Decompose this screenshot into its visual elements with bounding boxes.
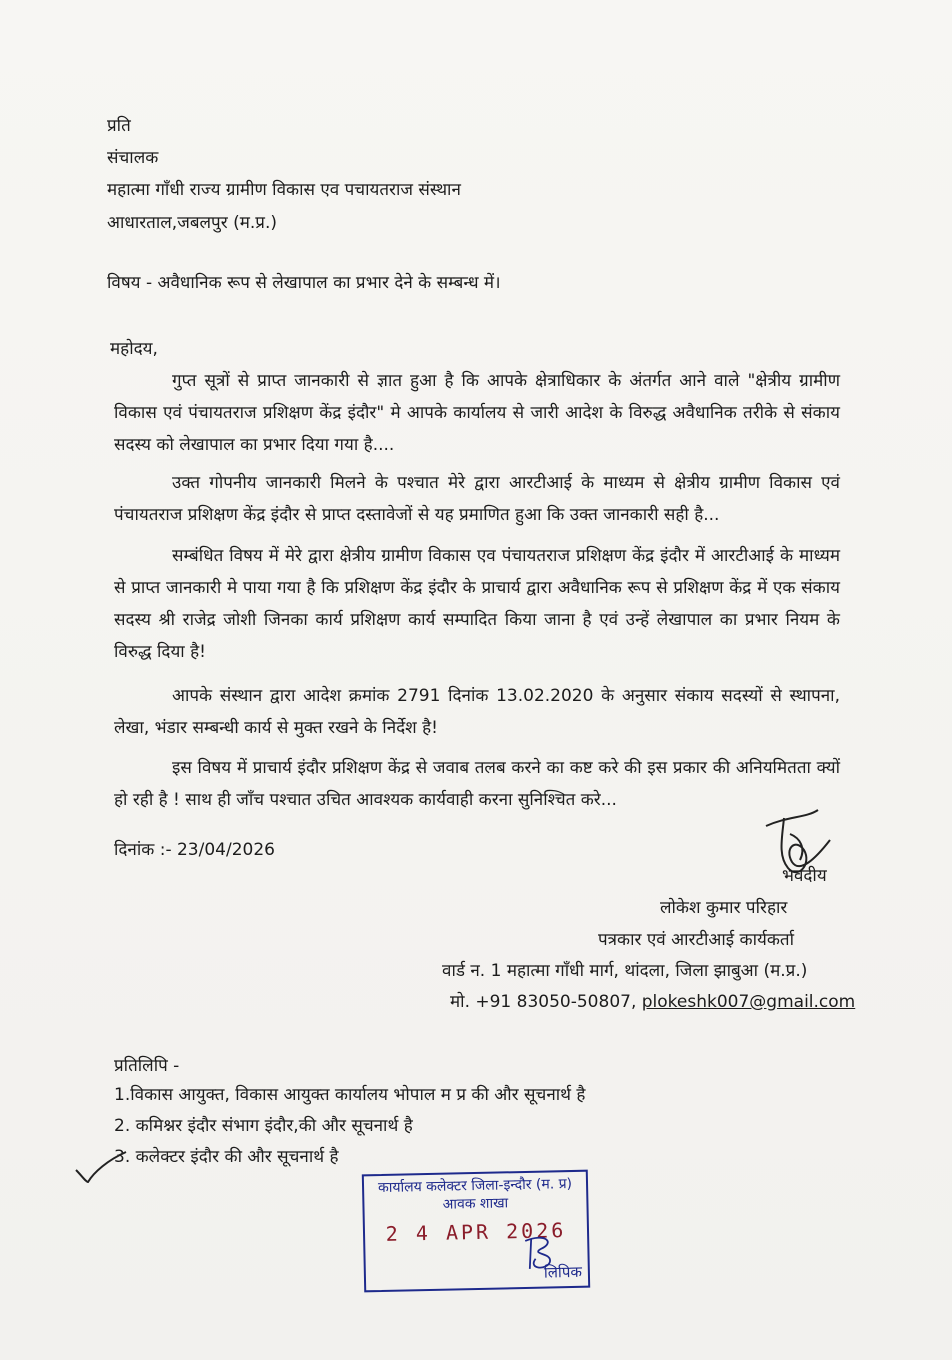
paragraph-5: इस विषय में प्राचार्य इंदौर प्रशिक्षण केंद्र से जवाब तलब करने का कष्ट करे की इस प्रकार की अनियमितता क्यों हो रही है ! साथ ही जाँच पश्चात उचित आवश्यक कार्यवाही करना सुनिश्चित करे... bbox=[114, 758, 840, 810]
paragraph-3: सम्बंधित विषय में मेरे द्वारा क्षेत्रीय ग्रामीण विकास एव पंचायतराज प्रशिक्षण केंद्र इंदौर में आरटीआई के माध्यम से प्राप्त जानकारी मे पाया गया है कि प्रशिक्षण केंद्र इंदौर के प्राचार्य द्वारा अवैधानिक रूप से प्रशिक्षण केंद्र में एक संकाय सदस्य श्री राजेद्र जोशी जिनका कार्य प्रशिक्षण कार्य सम्पादित किया जाना है एवं उन्हें लेखापाल का प्रभार नियम के विरुद्ध दिया है! bbox=[114, 546, 840, 662]
stamp-date: 2 4 APR 2026 bbox=[385, 1218, 567, 1246]
closing: भवदीय bbox=[782, 866, 827, 886]
salutation: महोदय, bbox=[110, 339, 158, 359]
stamp-clerk: लिपिक bbox=[543, 1262, 583, 1282]
sender-name: लोकेश कुमार परिहार bbox=[660, 898, 788, 918]
stamp-section: आवक शाखा bbox=[442, 1195, 509, 1213]
checkmark-icon bbox=[74, 1150, 130, 1186]
received-stamp bbox=[362, 1170, 590, 1293]
sender-address: वार्ड न. 1 महात्मा गाँधी मार्ग, थांदला, जिला झाबुआ (म.प्र.) bbox=[442, 961, 808, 981]
sender-contact bbox=[450, 992, 855, 1012]
letter-date: दिनांक :- 23/04/2026 bbox=[114, 840, 275, 860]
address-location: आधारताल,जबलपुर (म.प्र.) bbox=[107, 213, 277, 233]
copy-item-1: 1.विकास आयुक्त, विकास आयुक्त कार्यालय भोपाल म प्र की और सूचनार्थ है bbox=[114, 1085, 586, 1105]
copy-heading: प्रतिलिपि - bbox=[114, 1056, 180, 1076]
sender-phone: मो. +91 83050-50807, bbox=[450, 992, 637, 1012]
subject-line: विषय - अवैधानिक रूप से लेखापाल का प्रभार देने के सम्बन्ध में। bbox=[107, 273, 501, 293]
address-to: प्रति bbox=[107, 116, 131, 136]
address-designation: संचालक bbox=[107, 148, 159, 168]
address-institute: महात्मा गाँधी राज्य ग्रामीण विकास एव पचायतराज संस्थान bbox=[107, 180, 461, 200]
sender-email-link[interactable]: plokeshk007@gmail.com bbox=[641, 992, 856, 1012]
copy-item-2: 2. कमिश्नर इंदौर संभाग इंदौर,की और सूचनार्थ है bbox=[114, 1116, 413, 1136]
paragraph-2: उक्त गोपनीय जानकारी मिलने के पश्चात मेरे द्वारा आरटीआई के माध्यम से क्षेत्रीय ग्रामीण विकास एवं पंचायतराज प्रशिक्षण केंद्र इंदौर से प्राप्त दस्तावेजों से यह प्रमाणित हुआ कि उक्त जानकारी सही है... bbox=[114, 473, 840, 525]
paragraph-1: गुप्त सूत्रों से प्राप्त जानकारी से ज्ञात हुआ है कि आपके क्षेत्राधिकार के अंतर्गत आने वाले "क्षेत्रीय ग्रामीण विकास एवं पंचायतराज प्रशिक्षण केंद्र इंदौर" मे आपके कार्यालय से जारी आदेश के विरुद्ध अवैधानिक तरीके से संकाय सदस्य को लेखापाल का प्रभार दिया गया है.... bbox=[114, 371, 840, 455]
stamp-office: कार्यालय कलेक्टर जिला-इन्दौर (म. प्र) bbox=[377, 1175, 573, 1197]
copy-item-3: 3. कलेक्टर इंदौर की और सूचनार्थ है bbox=[114, 1147, 339, 1167]
paragraph-4: आपके संस्थान द्वारा आदेश क्रमांक 2791 दिनांक 13.02.2020 के अनुसार संकाय सदस्यों से स्थापना, लेखा, भंडार सम्बन्धी कार्य से मुक्त रखने के निर्देश है! bbox=[114, 686, 840, 738]
sender-role: पत्रकार एवं आरटीआई कार्यकर्ता bbox=[598, 930, 795, 950]
